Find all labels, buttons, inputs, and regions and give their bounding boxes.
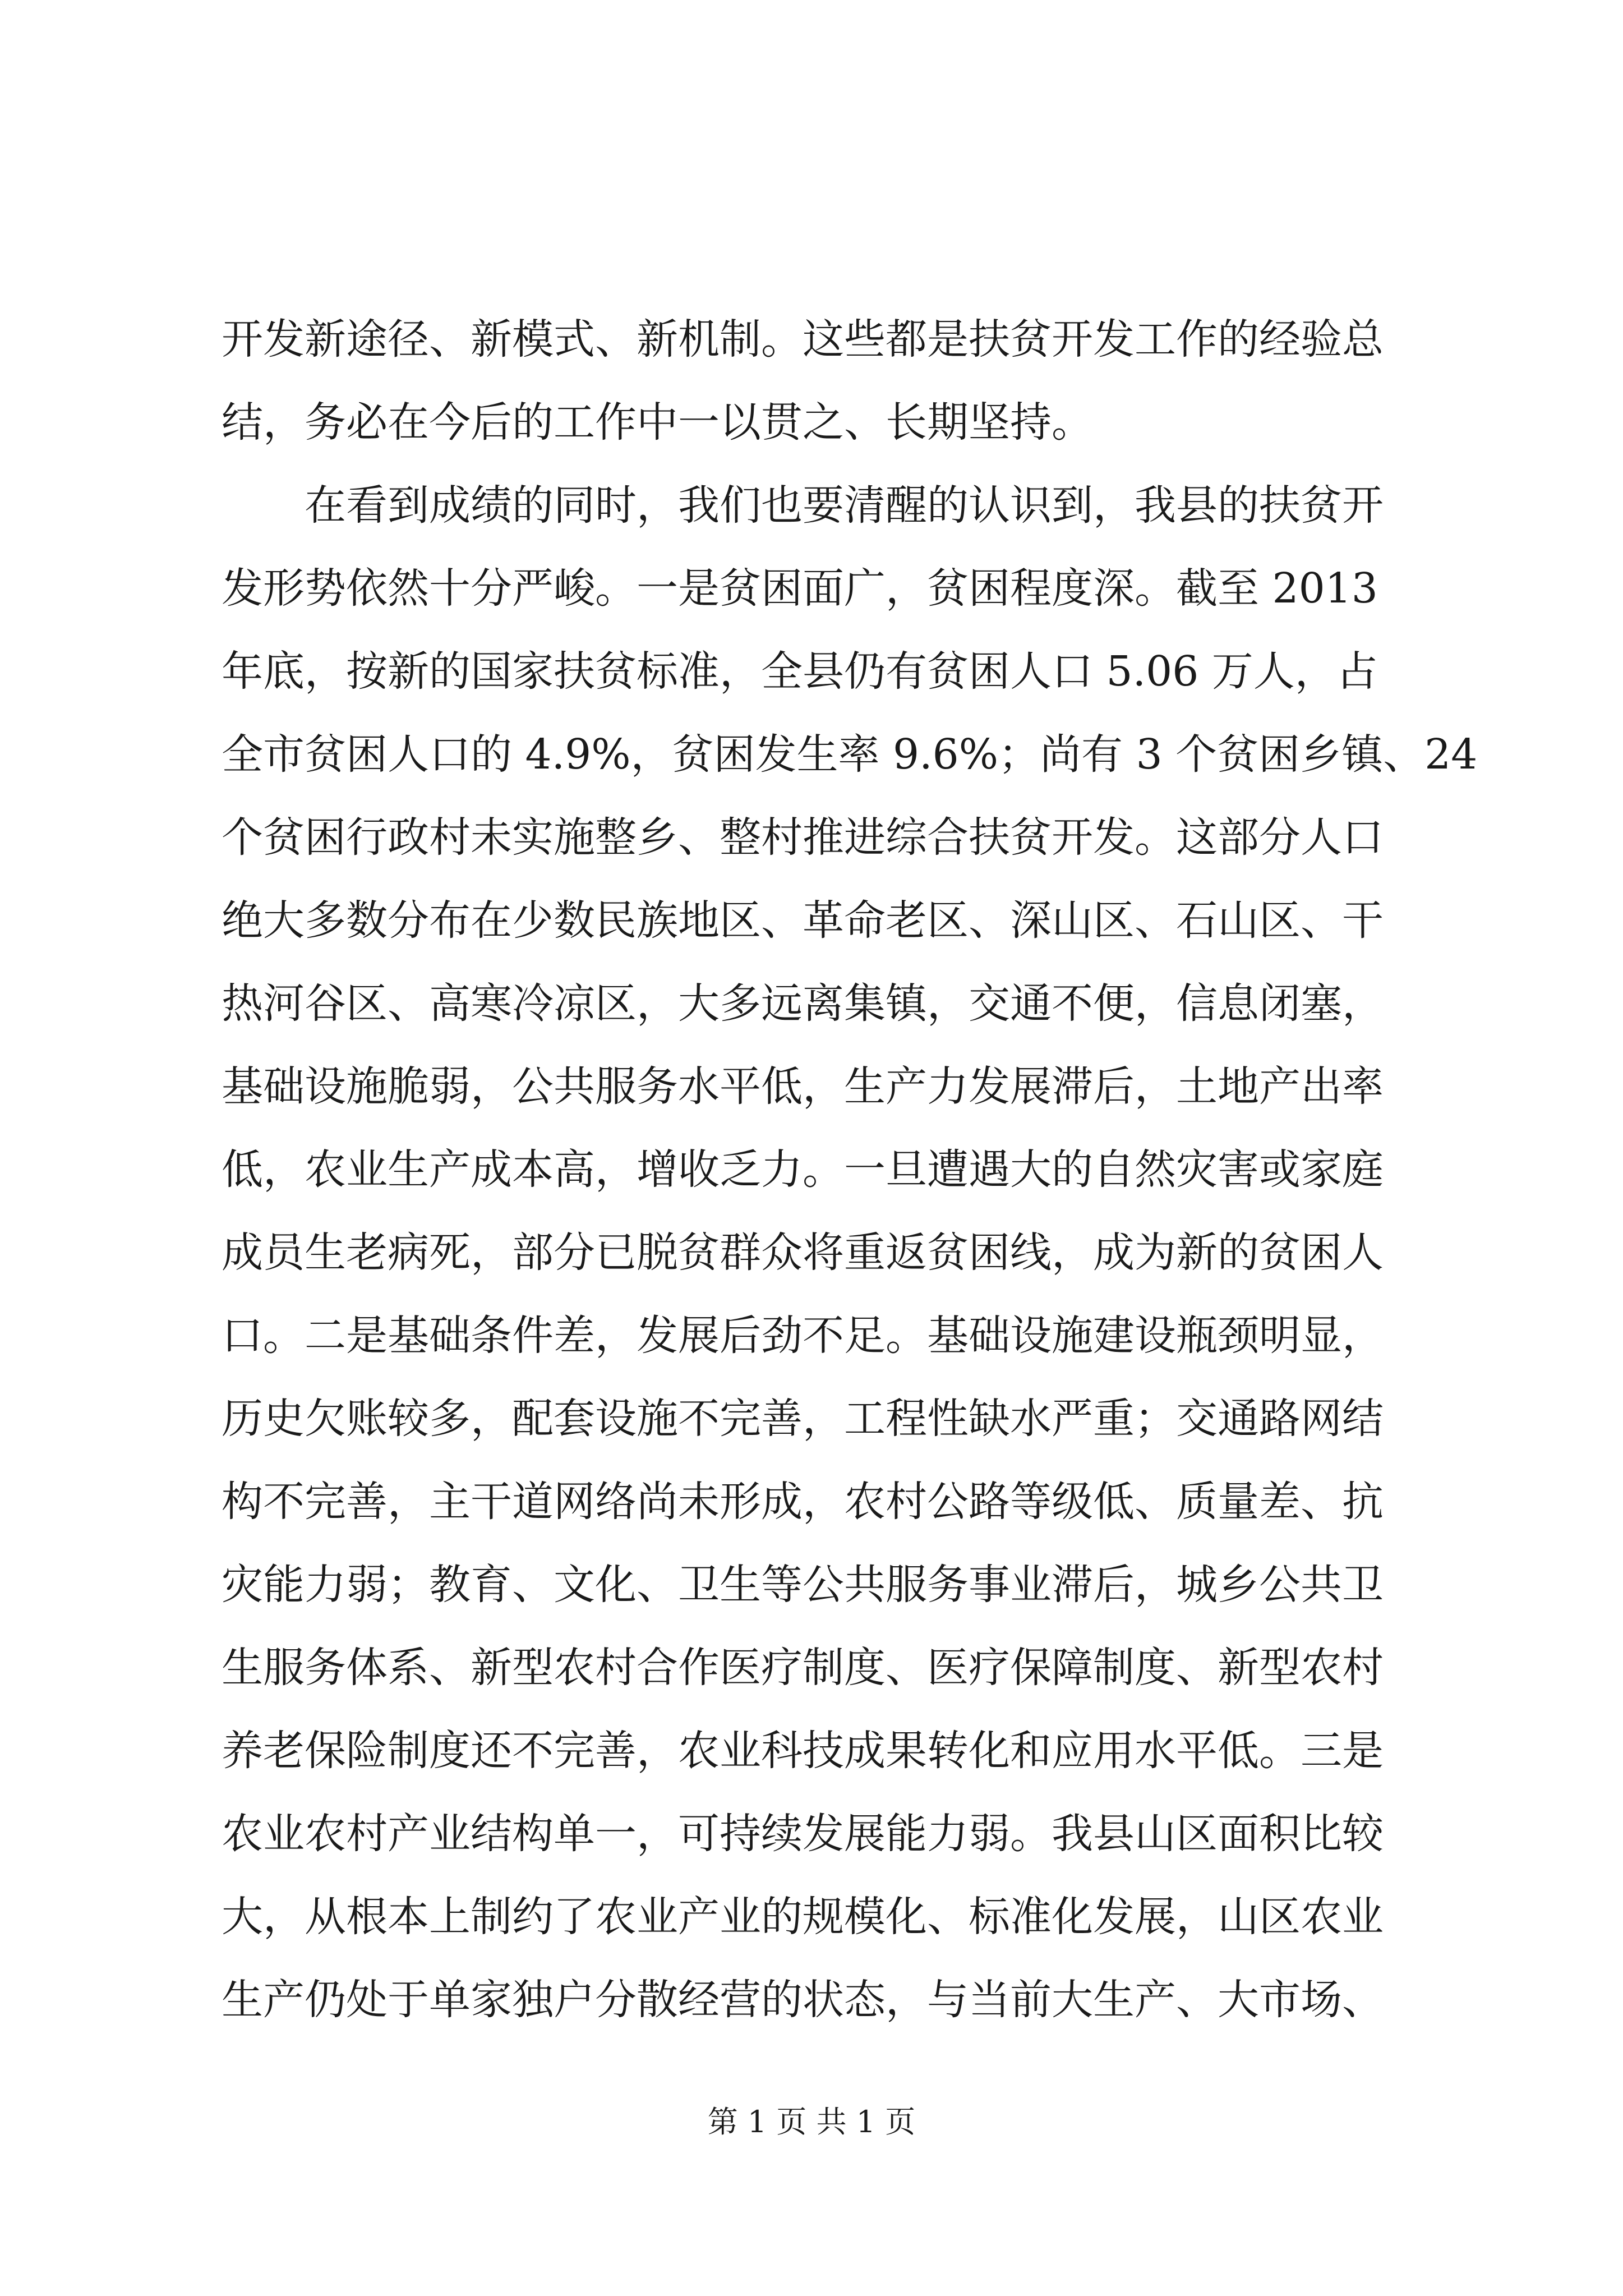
text-line: 大，从根本上制约了农业产业的规模化、标准化发展，山区农业: [222, 1893, 1384, 1941]
text-line: 热河谷区、高寒冷凉区，大多远离集镇，交通不便，信息闭塞，: [222, 979, 1384, 1028]
text-line: 灾能力弱；教育、文化、卫生等公共服务事业滞后，城乡公共卫: [222, 1561, 1384, 1609]
text-line: 生产仍处于单家独户分散经营的状态，与当前大生产、大市场、: [222, 1976, 1384, 2024]
text-line: 绝大多数分布在少数民族地区、革命老区、深山区、石山区、干: [222, 896, 1384, 945]
text-line: 历史欠账较多，配套设施不完善，工程性缺水严重；交通路网结: [222, 1395, 1384, 1443]
text-line: 开发新途径、新模式、新机制。这些都是扶贫开发工作的经验总: [222, 315, 1384, 364]
text-line: 养老保险制度还不完善，农业科技成果转化和应用水平低。三是: [222, 1727, 1384, 1775]
text-line: 年底，按新的国家扶贫标准，全县仍有贫困人口 5.06 万人，占: [222, 647, 1378, 696]
text-line: 低，农业生产成本高，增收乏力。一旦遭遇大的自然灾害或家庭: [222, 1145, 1384, 1194]
text-line: 构不完善，主干道网络尚未形成，农村公路等级低、质量差、抗: [222, 1478, 1384, 1526]
text-line: 个贫困行政村未实施整乡、整村推进综合扶贫开发。这部分人口: [222, 813, 1384, 862]
text-line: 口。二是基础条件差，发展后劲不足。基础设施建设瓶颈明显，: [222, 1312, 1384, 1360]
text-line: 结，务必在今后的工作中一以贯之、长期坚持。: [222, 398, 1093, 447]
text-line: 生服务体系、新型农村合作医疗制度、医疗保障制度、新型农村: [222, 1644, 1384, 1692]
text-line: 发形势依然十分严峻。一是贫困面广，贫困程度深。截至 2013: [222, 564, 1378, 613]
text-line: 在看到成绩的同时，我们也要清醒的认识到，我县的扶贫开: [222, 481, 1384, 530]
text-line: 基础设施脆弱，公共服务水平低，生产力发展滞后，土地产出率: [222, 1062, 1384, 1111]
paragraph-2: [222, 464, 1478, 2041]
page-number-footer: 第 1 页 共 1 页: [707, 2104, 916, 2139]
text-line: 全市贫困人口的 4.9%，贫困发生率 9.6%；尚有 3 个贫困乡镇、24: [222, 730, 1478, 779]
text-line: 农业农村产业结构单一，可持续发展能力弱。我县山区面积比较: [222, 1810, 1384, 1858]
document-body: [222, 298, 1478, 2041]
text-line: 成员生老病死，部分已脱贫群众将重返贫困线，成为新的贫困人: [222, 1228, 1384, 1277]
paragraph-1: [222, 298, 1430, 464]
